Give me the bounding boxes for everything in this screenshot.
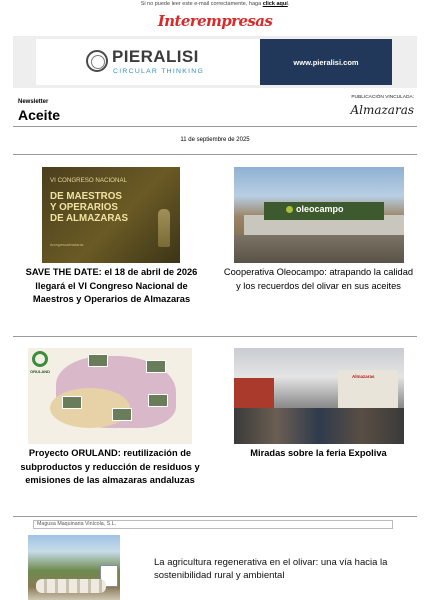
top-notice	[0, 0, 430, 8]
ground-graphic	[234, 235, 404, 263]
oleocampo-logo-icon	[286, 206, 293, 213]
congreso-line-1: DE MAESTROS	[50, 191, 122, 202]
sheep-graphic	[36, 579, 106, 593]
newsletter-title: Aceite	[18, 107, 61, 123]
view-online-link[interactable]: click aquí	[262, 1, 288, 7]
map-photo-thumb	[88, 354, 108, 367]
divider	[13, 336, 417, 337]
ad-tagline: CIRCULAR THINKING	[113, 68, 205, 75]
map-photo-thumb	[62, 396, 82, 409]
congreso-big-text	[50, 191, 128, 224]
stand-graphic	[234, 378, 274, 408]
interempresas-logo[interactable]: Interempresas	[157, 12, 273, 30]
article-image-expoliva[interactable]	[234, 348, 404, 444]
ad-company-name: PIERALISI	[112, 47, 199, 66]
top-notice-text: Si no puede leer este e-mail correctamente, haga	[140, 1, 262, 7]
article-title[interactable]: Miradas sobre la feria Expoliva	[250, 448, 387, 458]
divider	[13, 126, 417, 127]
top-notice-end: .	[287, 1, 290, 7]
stand-sign-text: Almazaras	[352, 374, 375, 379]
crowd-graphic	[234, 408, 404, 444]
congreso-line-2: Y OPERARIOS	[50, 202, 118, 213]
newsletter-label: Newsletter	[18, 99, 49, 105]
pieralisi-logo-icon	[86, 50, 108, 72]
oil-bottle-graphic	[158, 209, 170, 247]
ad-banner-container	[13, 36, 417, 88]
oruland-brand-text: ORULAND	[30, 369, 50, 374]
oleocampo-sign-text: oleocampo	[296, 204, 344, 214]
article-image-oruland-map[interactable]	[28, 348, 192, 444]
article-title[interactable]: SAVE THE DATE: el 18 de abril de 2026 llegará el VI Congreso Nacional de Maestros y Operarios de Almazaras	[25, 267, 198, 304]
article-title[interactable]: Proyecto ORULAND: reutilización de subproductos y reducción de residuos y emisiones de las almazaras andaluzas	[20, 448, 200, 485]
issue-date: 11 de septiembre de 2025	[180, 137, 250, 143]
featured-title[interactable]: La agricultura regenerativa en el olivar: una vía hacia la sostenibilidad rural y ambiental	[154, 557, 388, 581]
map-photo-thumb	[112, 408, 132, 421]
article-image-oleocampo[interactable]	[234, 167, 404, 263]
ad-banner[interactable]	[36, 39, 392, 85]
article-title[interactable]: Cooperativa Oleocampo: atrapando la calidad y los recuerdos del olivar en sus aceites	[223, 267, 414, 291]
article-image-congreso[interactable]	[42, 167, 180, 263]
oruland-logo-icon	[32, 351, 48, 367]
ad-url[interactable]: www.pieralisi.com	[260, 39, 392, 85]
divider	[13, 154, 417, 155]
congreso-hashtag: #congresoalmazaras	[50, 243, 84, 247]
almazaras-logo[interactable]: Almazaras	[350, 103, 414, 117]
divider	[13, 516, 417, 517]
map-photo-thumb	[146, 360, 166, 373]
featured-image[interactable]	[28, 535, 120, 600]
congreso-small-text: VI CONGRESO NACIONAL	[50, 177, 128, 184]
sponsor-bar[interactable]: Magusa Maquinaria Vinícola, S.L.	[33, 520, 393, 529]
map-photo-thumb	[148, 394, 168, 407]
linked-publication-label: PUBLICACIÓN VINCULADA:	[351, 95, 414, 100]
congreso-line-3: DE ALMAZARAS	[50, 213, 129, 224]
